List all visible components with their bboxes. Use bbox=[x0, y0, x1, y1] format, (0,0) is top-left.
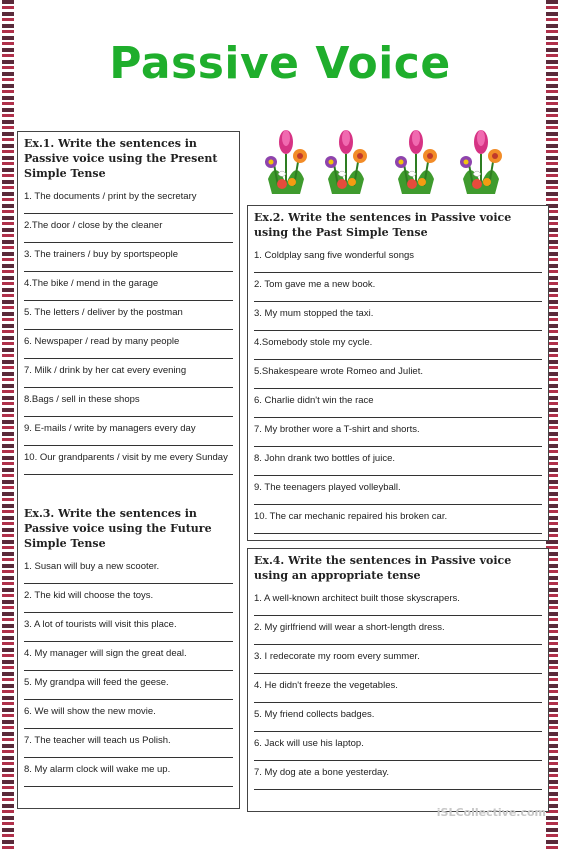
watermark: iSLCollective.com bbox=[436, 806, 546, 819]
answer-line[interactable] bbox=[24, 261, 233, 272]
exercise-item: 10. Our grandparents / visit by me every Sunday bbox=[24, 452, 228, 463]
answer-line[interactable] bbox=[24, 602, 233, 613]
exercise-3-box bbox=[17, 502, 240, 809]
answer-line[interactable] bbox=[254, 750, 542, 761]
answer-line[interactable] bbox=[24, 232, 233, 243]
exercise-2-title: Ex.2. Write the sentences in Passive voice using the Past Simple Tense bbox=[254, 211, 512, 239]
answer-line[interactable] bbox=[254, 407, 542, 418]
flower-bouquet-icon bbox=[256, 124, 556, 198]
exercise-item: 8. My alarm clock will wake me up. bbox=[24, 764, 171, 775]
exercise-1-box bbox=[17, 131, 240, 505]
answer-line[interactable] bbox=[24, 660, 233, 671]
answer-line[interactable] bbox=[254, 634, 542, 645]
answer-line[interactable] bbox=[24, 203, 233, 214]
exercise-item: 1. A well-known architect built those skyscrapers. bbox=[254, 593, 460, 604]
exercise-1-list bbox=[18, 191, 239, 475]
decorative-border-left bbox=[2, 0, 14, 849]
answer-line[interactable] bbox=[254, 320, 542, 331]
exercise-item: 7. My brother wore a T-shirt and shorts. bbox=[254, 424, 420, 435]
exercise-3-title: Ex.3. Write the sentences in Passive voice using the Future Simple Tense bbox=[24, 507, 212, 550]
answer-line[interactable] bbox=[24, 718, 233, 729]
exercise-item: 6. We will show the new movie. bbox=[24, 706, 156, 717]
answer-line[interactable] bbox=[254, 436, 542, 447]
exercise-item: 1. Susan will buy a new scooter. bbox=[24, 561, 160, 572]
exercise-item: 3. My mum stopped the taxi. bbox=[254, 308, 374, 319]
answer-line[interactable] bbox=[24, 406, 233, 417]
exercise-4-title: Ex.4. Write the sentences in Passive voice using an appropriate tense bbox=[254, 554, 512, 582]
answer-line[interactable] bbox=[24, 747, 233, 758]
exercise-item: 3. I redecorate my room every summer. bbox=[254, 651, 420, 662]
exercise-item: 3. A lot of tourists will visit this place. bbox=[24, 619, 177, 630]
answer-line[interactable] bbox=[254, 349, 542, 360]
exercise-item: 5.Shakespeare wrote Romeo and Juliet. bbox=[254, 366, 423, 377]
answer-line[interactable] bbox=[24, 631, 233, 642]
exercise-item: 4.The bike / mend in the garage bbox=[24, 278, 159, 289]
exercise-item: 8. John drank two bottles of juice. bbox=[254, 453, 395, 464]
answer-line[interactable] bbox=[24, 573, 233, 584]
answer-line[interactable] bbox=[24, 348, 233, 359]
exercise-item: 1. Coldplay sang five wonderful songs bbox=[254, 250, 415, 261]
answer-line[interactable] bbox=[254, 605, 542, 616]
answer-line[interactable] bbox=[254, 262, 542, 273]
exercise-item: 4. He didn't freeze the vegetables. bbox=[254, 680, 398, 691]
exercise-item: 9. E-mails / write by managers every day bbox=[24, 423, 196, 434]
answer-line[interactable] bbox=[24, 319, 233, 330]
exercise-item: 4. My manager will sign the great deal. bbox=[24, 648, 187, 659]
answer-line[interactable] bbox=[24, 435, 233, 446]
exercise-item: 5. My friend collects badges. bbox=[254, 709, 375, 720]
exercise-4-box bbox=[247, 548, 549, 812]
exercise-item: 2. The kid will choose the toys. bbox=[24, 590, 154, 601]
exercise-item: 5. My grandpa will feed the geese. bbox=[24, 677, 169, 688]
exercise-item: 1. The documents / print by the secretary bbox=[24, 191, 197, 202]
answer-line[interactable] bbox=[254, 721, 542, 732]
answer-line[interactable] bbox=[254, 692, 542, 703]
exercise-item: 3. The trainers / buy by sportspeople bbox=[24, 249, 179, 260]
exercise-item: 2.The door / close by the cleaner bbox=[24, 220, 163, 231]
answer-line[interactable] bbox=[24, 689, 233, 700]
answer-line[interactable] bbox=[254, 378, 542, 389]
exercise-item: 5. The letters / deliver by the postman bbox=[24, 307, 183, 318]
answer-line[interactable] bbox=[254, 494, 542, 505]
answer-line[interactable] bbox=[254, 465, 542, 476]
exercise-item: 10. The car mechanic repaired his broken car. bbox=[254, 511, 448, 522]
exercise-item: 7. The teacher will teach us Polish. bbox=[24, 735, 171, 746]
exercise-3-list bbox=[18, 561, 239, 787]
answer-line[interactable] bbox=[24, 776, 233, 787]
answer-line[interactable] bbox=[254, 779, 542, 790]
answer-line[interactable] bbox=[24, 377, 233, 388]
answer-line[interactable] bbox=[24, 290, 233, 301]
exercise-item: 7. Milk / drink by her cat every evening bbox=[24, 365, 187, 376]
exercise-item: 2. Tom gave me a new book. bbox=[254, 279, 376, 290]
answer-line[interactable] bbox=[254, 523, 542, 534]
exercise-item: 8.Bags / sell in these shops bbox=[24, 394, 140, 405]
exercise-item: 6. Jack will use his laptop. bbox=[254, 738, 364, 749]
exercise-2-list bbox=[248, 250, 548, 534]
exercise-item: 4.Somebody stole my cycle. bbox=[254, 337, 373, 348]
answer-line[interactable] bbox=[254, 663, 542, 674]
exercise-item: 2. My girlfriend will wear a short-length dress. bbox=[254, 622, 445, 633]
answer-line[interactable] bbox=[254, 291, 542, 302]
answer-line[interactable] bbox=[24, 464, 233, 475]
exercise-item: 6. Charlie didn't win the race bbox=[254, 395, 374, 406]
exercise-item: 7. My dog ate a bone yesterday. bbox=[254, 767, 390, 778]
exercise-4-list bbox=[248, 593, 548, 790]
exercise-1-title: Ex.1. Write the sentences in Passive voice using the Present Simple Tense bbox=[24, 137, 218, 180]
exercise-item: 9. The teenagers played volleyball. bbox=[254, 482, 401, 493]
exercise-2-box bbox=[247, 205, 549, 541]
exercise-item: 6. Newspaper / read by many people bbox=[24, 336, 180, 347]
page-title: Passive Voice bbox=[109, 38, 451, 89]
